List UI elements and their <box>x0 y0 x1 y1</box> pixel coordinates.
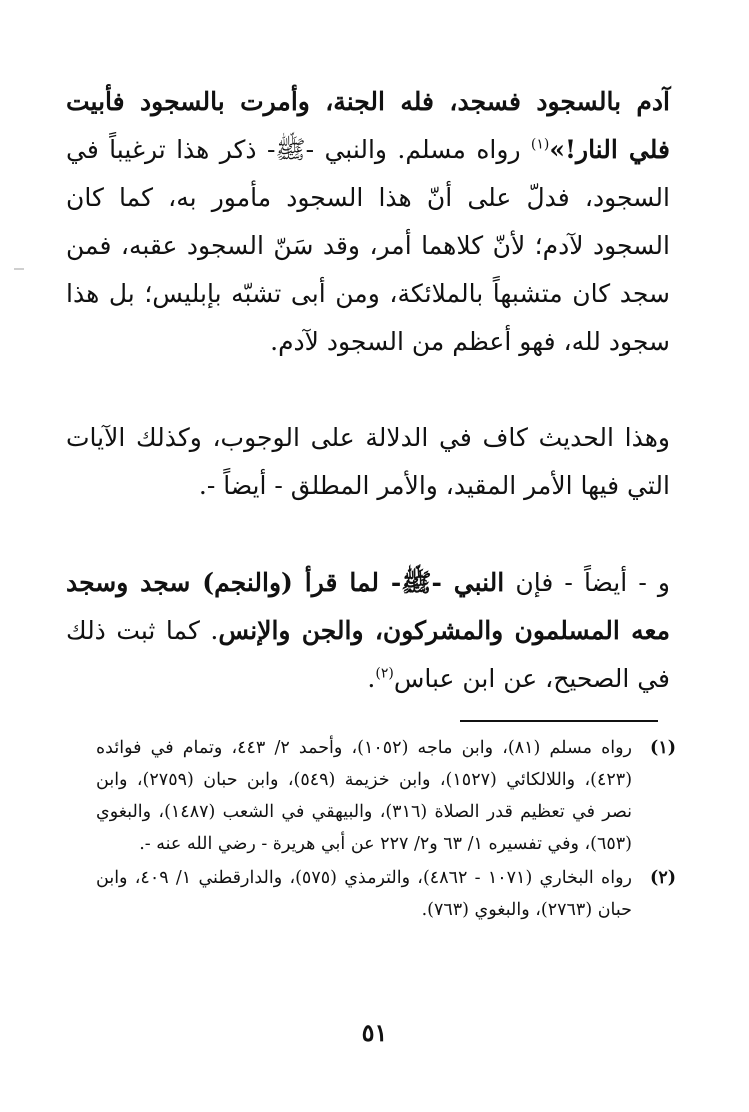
paragraph-text: رواه مسلم. والنبي -ﷺ- ذكر هذا ترغيباً في السجود، فدلّ على أنّ هذا السجود مأمور به، كما كان السجود لآدم؛ لأنّ كلاهما أمر، وقد سَنّ السجود عقبه، فمن سجد كان متشبهاً بالملائكة، ومن أبى تشبّه بإبليس؛ بل هذا سجود لله، فهو أعظم من السجود لآدم. <box>66 135 670 356</box>
footnote-number: (١) <box>650 738 676 758</box>
footnotes <box>96 732 676 928</box>
paragraph-text: وهذا الحديث كاف في الدلالة على الوجوب، وكذلك الآيات التي فيها الأمر المقيد، والأمر المطلق - أيضاً -. <box>66 423 670 500</box>
paragraph-sujud-adam <box>66 78 670 366</box>
paragraph-najm <box>66 559 670 703</box>
footnote-text: رواه البخاري (١٠٧١ - ٤٨٦٢)، والترمذي (٥٧٥)، والدارقطني ١/ ٤٠٩، وابن حبان (٢٧٦٣)، والبغوي (٧٦٣). <box>96 868 632 920</box>
footnote-ref-1[interactable]: (١) <box>530 136 550 153</box>
footnote-2 <box>96 862 676 926</box>
paragraph-text: . كما ثبت ذلك في الصحيح، عن ابن عباس <box>66 616 670 693</box>
hadith-quote-bold: آدم بالسجود فسجد، فله الجنة، وأمرت بالسجود فأبيت فلي النار!» <box>66 87 670 164</box>
margin-mark <box>14 268 24 270</box>
footnote-separator <box>460 720 658 722</box>
paragraph-end: . <box>367 664 376 693</box>
footnote-text: رواه مسلم (٨١)، وابن ماجه (١٠٥٢)، وأحمد ٢/ ٤٤٣، وتمام في فوائده (٤٢٣)، واللالكائي (١٥٢٧)، وابن خزيمة (٥٤٩)، وابن حبان (٢٧٥٩)، وابن نصر في تعظيم قدر الصلاة (٣١٦)، والبيهقي في الشعب (١٤٨٧)، والبغوي (٦٥٣)، وفي تفسيره ١/ ٦٣ و٢/ ٢٢٧ عن أبي هريرة - رضي الله عنه -. <box>96 738 633 854</box>
footnote-ref-2[interactable]: (٢) <box>375 665 394 682</box>
hadith-quote-bold: النبي -ﷺ- لما قرأ (والنجم) سجد وسجد معه المسلمون والمشركون، والجن والإنس <box>66 568 670 645</box>
paragraph-intro: و - أيضاً - فإن <box>504 568 670 597</box>
footnote-1 <box>96 732 676 860</box>
footnote-number: (٢) <box>650 868 676 888</box>
page-number: ٥١ <box>361 1018 388 1047</box>
paragraph-wujub <box>66 414 670 510</box>
